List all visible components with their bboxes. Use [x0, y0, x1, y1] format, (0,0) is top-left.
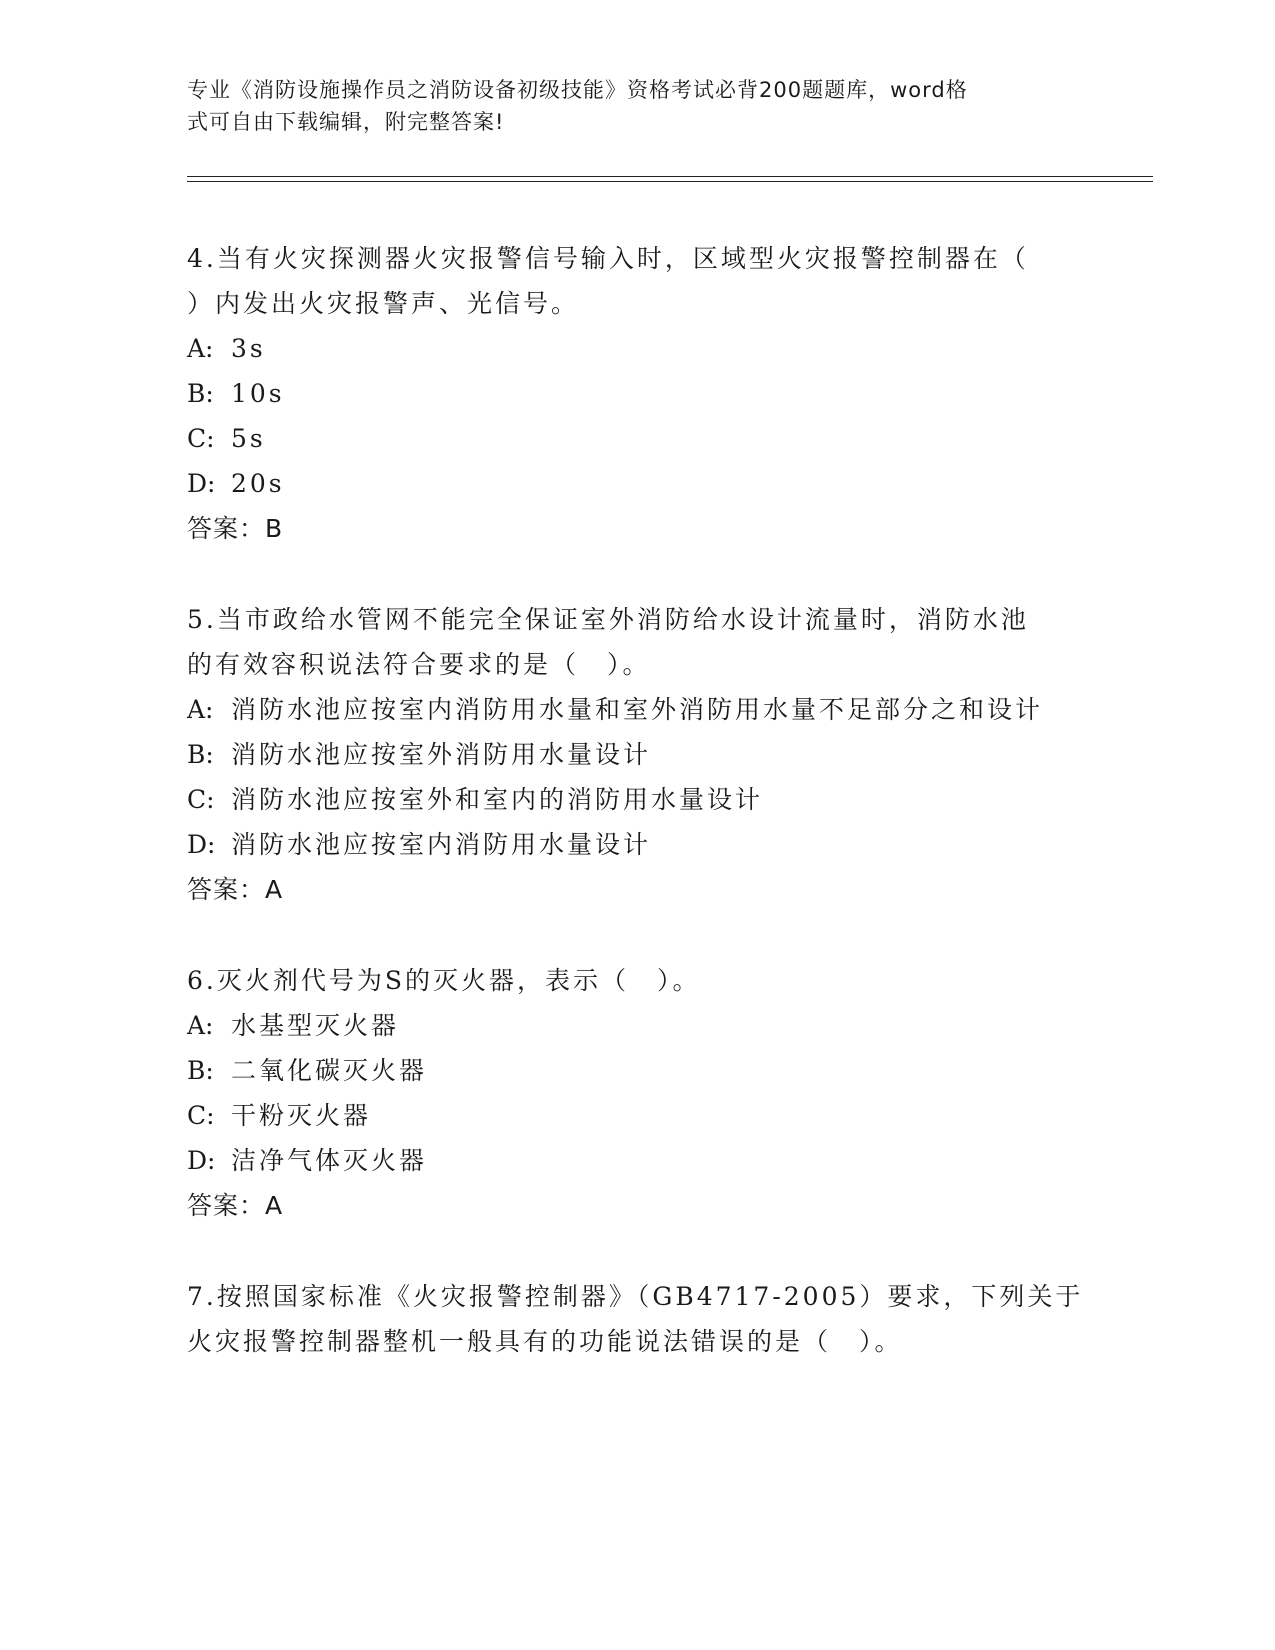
option-c [187, 777, 1087, 822]
option-text: 消防水池应按室外消防用水量设计 [231, 740, 652, 769]
option-d [187, 822, 1087, 867]
option-text: 二氧化碳灭火器 [231, 1056, 428, 1085]
option-label: A: [187, 695, 214, 724]
question-stem-line: 的有效容积说法符合要求的是（ ）。 [187, 650, 651, 679]
option-label: C: [187, 1101, 215, 1130]
option-b [187, 371, 1087, 416]
option-text: 3s [231, 334, 266, 363]
question-stem-line: 5.当市政给水管网不能完全保证室外消防给水设计流量时，消防水池 [187, 605, 1029, 634]
option-label: C: [187, 785, 215, 814]
option-text: 洁净气体灭火器 [231, 1146, 428, 1175]
option-text: 消防水池应按室内消防用水量设计 [231, 830, 652, 859]
option-text: 10s [231, 379, 285, 408]
option-label: A: [187, 1011, 214, 1040]
question-stem-line: ）内发出火灾报警声、光信号。 [187, 289, 580, 318]
question-7 [187, 1274, 1087, 1364]
question-stem-line: 4.当有火灾探测器火灾报警信号输入时，区域型火灾报警控制器在（ [187, 244, 1029, 273]
question-stem-line: 6.灭火剂代号为S的灭火器，表示（ ）。 [187, 966, 701, 995]
option-d [187, 1138, 1087, 1183]
option-d [187, 461, 1087, 506]
answer-line: 答案：A [187, 1191, 284, 1220]
answer-line: 答案：B [187, 514, 284, 543]
question-5 [187, 597, 1087, 912]
header-line-2: 式可自由下载编辑，附完整答案! [187, 110, 505, 134]
option-a [187, 1003, 1087, 1048]
answer-line: 答案：A [187, 875, 284, 904]
option-label: D: [187, 1146, 216, 1175]
question-6 [187, 958, 1087, 1228]
header-divider-bottom [187, 181, 1153, 182]
header-divider-top [187, 176, 1153, 177]
option-text: 20s [231, 469, 285, 498]
question-stem-line: 火灾报警控制器整机一般具有的功能说法错误的是（ ）。 [187, 1327, 903, 1356]
question-4 [187, 236, 1087, 551]
option-text: 消防水池应按室内消防用水量和室外消防用水量不足部分之和设计 [231, 695, 1044, 724]
option-text: 水基型灭火器 [231, 1011, 400, 1040]
option-c [187, 1093, 1087, 1138]
option-c [187, 416, 1087, 461]
header-line-1: 专业《消防设施操作员之消防设备初级技能》资格考试必背200题题库，word格 [187, 78, 968, 102]
option-b [187, 1048, 1087, 1093]
document-header [187, 74, 1067, 138]
option-a [187, 687, 1087, 732]
option-label: C: [187, 424, 215, 453]
option-b [187, 732, 1087, 777]
option-text: 干粉灭火器 [231, 1101, 372, 1130]
option-label: A: [187, 334, 214, 363]
option-label: D: [187, 830, 216, 859]
option-a [187, 326, 1087, 371]
option-text: 消防水池应按室外和室内的消防用水量设计 [231, 785, 764, 814]
option-text: 5s [231, 424, 266, 453]
question-stem-line: 7.按照国家标准《火灾报警控制器》（GB4717-2005）要求，下列关于 [187, 1282, 1084, 1311]
option-label: B: [187, 379, 214, 408]
option-label: B: [187, 740, 214, 769]
option-label: D: [187, 469, 216, 498]
option-label: B: [187, 1056, 214, 1085]
